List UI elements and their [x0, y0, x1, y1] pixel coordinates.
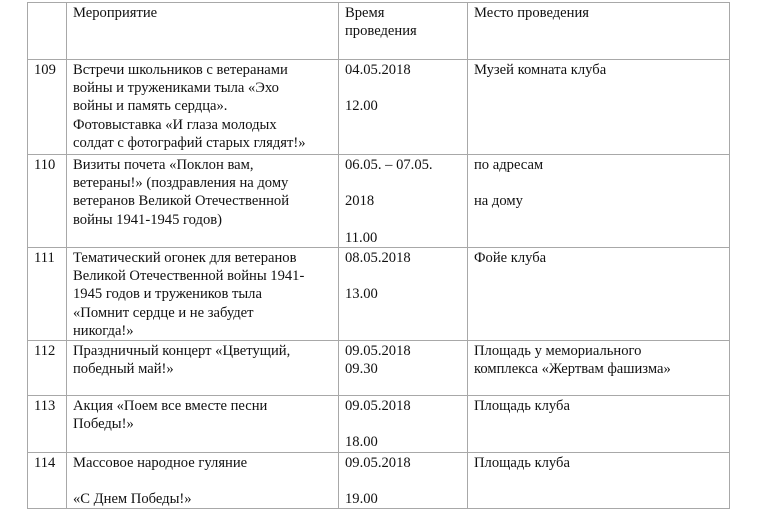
row-number: 114	[28, 452, 67, 509]
event-date: 09.05.2018	[345, 454, 411, 471]
table-header-row	[28, 3, 730, 60]
event-text-line: Массовое народное гуляние	[73, 454, 248, 471]
event-text-line: «Помнит сердце и не забудет	[73, 304, 254, 321]
time-cell	[339, 247, 468, 340]
time-cell	[339, 396, 468, 453]
row-number: 112	[28, 341, 67, 396]
event-text-line: войны и память сердца».	[73, 98, 228, 115]
event-cell	[67, 247, 339, 340]
event-time: 18.00	[345, 434, 378, 451]
event-date-year: 2018	[345, 193, 375, 210]
place-text-line: комплекса «Жертвам фашизма»	[474, 361, 671, 378]
event-cell	[67, 341, 339, 396]
event-time: 09.30	[345, 361, 378, 378]
header-place-cell	[468, 3, 730, 60]
event-text-line: войны и тружениками тыла «Эхо	[73, 80, 279, 97]
event-date: 08.05.2018	[345, 249, 411, 266]
time-cell	[339, 60, 468, 155]
row-number: 111	[28, 247, 67, 340]
place-cell	[468, 396, 730, 453]
table-row	[28, 396, 730, 453]
event-time: 12.00	[345, 98, 378, 115]
event-text-line: Встречи школьников с ветеранами	[73, 62, 288, 78]
place-cell	[468, 341, 730, 396]
header-time-label-line2: проведения	[345, 23, 417, 40]
place-text-line: Фойе клуба	[474, 249, 547, 266]
event-text-line: «С Днем Победы!»	[73, 490, 192, 507]
table-row	[28, 341, 730, 396]
event-text-line: ветераны!» (поздравления на дому	[73, 175, 289, 192]
place-cell	[468, 60, 730, 155]
header-time-label-line1: Время	[345, 5, 385, 21]
row-number: 113	[28, 396, 67, 453]
header-place-label: Место проведения	[474, 5, 589, 21]
event-text-line: победный май!»	[73, 361, 174, 378]
place-cell	[468, 452, 730, 509]
event-time: 19.00	[345, 490, 378, 507]
event-text-line: Победы!»	[73, 416, 134, 433]
header-event-label: Мероприятие	[73, 5, 158, 21]
event-text-line: Визиты почета «Поклон вам,	[73, 157, 254, 173]
event-text-line: Фотовыставка «И глаза молодых	[73, 116, 277, 133]
events-table	[27, 2, 730, 509]
place-text-line: Площадь у мемориального	[474, 343, 642, 359]
event-text-line: 1945 годов и тружеников тыла	[73, 286, 262, 303]
event-text-line: солдат с фотографий старых глядят!»	[73, 134, 306, 151]
table-row	[28, 452, 730, 509]
place-text-line: Площадь клуба	[474, 454, 570, 471]
event-text-line: ветеранов Великой Отечественной	[73, 193, 290, 210]
place-text-line: по адресам	[474, 157, 544, 173]
table-row	[28, 247, 730, 340]
table-row	[28, 155, 730, 248]
event-date: 06.05. – 07.05.	[345, 157, 433, 173]
event-date: 09.05.2018	[345, 398, 411, 414]
event-cell	[67, 60, 339, 155]
place-text-line: на дому	[474, 193, 523, 210]
header-event-cell	[67, 3, 339, 60]
place-cell	[468, 155, 730, 248]
event-cell	[67, 396, 339, 453]
table-row	[28, 60, 730, 155]
event-time: 11.00	[345, 229, 378, 246]
time-cell	[339, 155, 468, 248]
time-cell	[339, 452, 468, 509]
event-text-line: Великой Отечественной войны 1941-	[73, 268, 305, 285]
row-number: 109	[28, 60, 67, 155]
header-time-cell	[339, 3, 468, 60]
row-number: 110	[28, 155, 67, 248]
event-date: 04.05.2018	[345, 62, 411, 78]
place-text-line: Площадь клуба	[474, 398, 570, 414]
event-text-line: Акция «Поем все вместе песни	[73, 398, 268, 414]
event-date: 09.05.2018	[345, 343, 411, 359]
event-cell	[67, 452, 339, 509]
event-cell	[67, 155, 339, 248]
header-num-cell	[28, 3, 67, 60]
place-cell	[468, 247, 730, 340]
event-time: 13.00	[345, 286, 378, 303]
place-text-line: Музей комната клуба	[474, 62, 607, 78]
event-text-line: никогда!»	[73, 322, 134, 339]
time-cell	[339, 341, 468, 396]
event-text-line: войны 1941-1945 годов)	[73, 211, 223, 228]
event-text-line: Праздничный концерт «Цветущий,	[73, 343, 291, 359]
event-text-line: Тематический огонек для ветеранов	[73, 249, 297, 266]
